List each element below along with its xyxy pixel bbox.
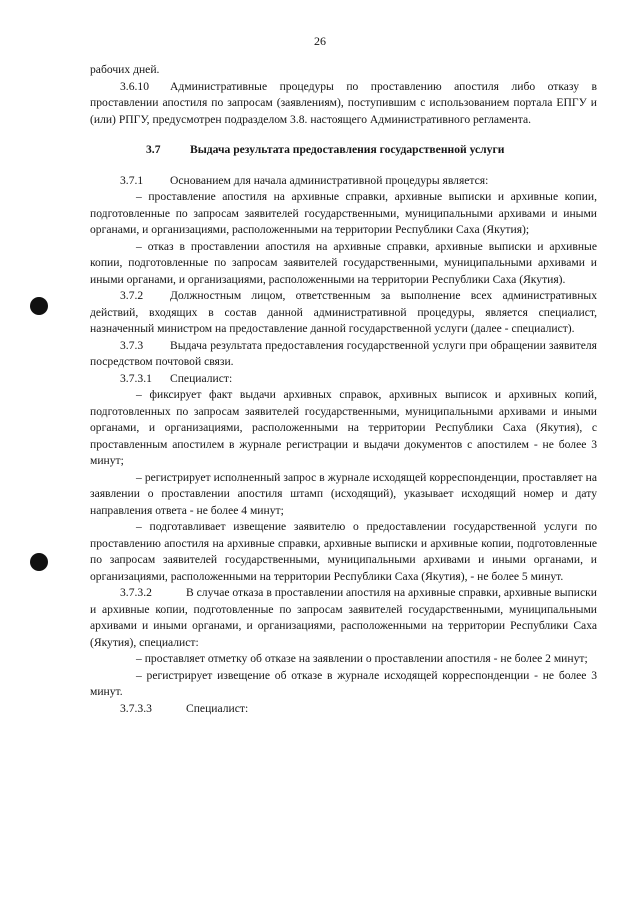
- paragraph-3-7-3-2: [90, 585, 597, 651]
- list-item: – проставляет отметку об отказе на заявлении о проставлении апостиля - не более 2 минут;: [136, 652, 588, 665]
- clause-text: Административные процедуры по проставлению апостиля либо отказу в проставлении апостиля по запросам (заявлениям), поступившим с использованием портала ЕПГУ и (или) РПГУ, предусмотрен подразделом 3.8. настоящего Административного регламента.: [90, 79, 597, 126]
- punch-hole-mark: [30, 297, 48, 315]
- section-title: Выдача результата предоставления государственной услуги: [190, 143, 505, 156]
- punch-hole-mark: [30, 553, 48, 571]
- clause-text: Выдача результата предоставления государственной услуги при обращении заявителя посредством почтовой связи.: [90, 338, 597, 368]
- clause-text: Основанием для начала административной процедуры является:: [170, 173, 489, 187]
- clause-text: Специалист:: [170, 371, 233, 385]
- list-item: – регистрирует извещение об отказе в журнале исходящей корреспонденции - не более 3 минут.: [90, 668, 597, 698]
- list-item: – подготавливает извещение заявителю о предоставлении государственной услуги по проставлению апостиля на архивные справки, архивные выписки и архивные копии, подготовленные по запросам заявителей государственными, муниципальными архивами и иными органами, и организациями, расположенными на территории Республики Саха (Якутия), - не более 5 минут.: [90, 520, 597, 583]
- page-number: 26: [314, 34, 326, 48]
- clause-text: Специалист:: [186, 701, 249, 715]
- document-body: [90, 62, 597, 717]
- clause-number: 3.6.10: [120, 79, 149, 93]
- clause-number: 3.7.1: [120, 173, 144, 187]
- list-item: – регистрирует исполненный запрос в журнале исходящей корреспонденции, проставляет на заявлении о проставлении апостиля штамп (исходящий), указывает исходящий номер и дату направления ответа - не более 4 минут;: [90, 470, 597, 517]
- paragraph-3-7-3: [90, 338, 597, 371]
- paragraph: рабочих дней.: [90, 63, 160, 76]
- section-number: 3.7: [146, 143, 161, 156]
- clause-text: Должностным лицом, ответственным за выполнение всех административных действий, входящих в состав данной административной процедуры, является специалист, назначенный министром на предоставление данной государственной услуги (далее - специалист).: [90, 289, 597, 335]
- clause-number: 3.7.3: [120, 338, 144, 352]
- list-item: – отказ в проставлении апостиля на архивные справки, архивные выписки и архивные копии, подготовленные по запросам заявителей государственными, муниципальными архивами и иными органами, и организациями, расположенными на территории Республики Саха (Якутия).: [90, 239, 597, 286]
- list-item: – фиксирует факт выдачи архивных справок, архивных выписок и архивных копий, подготовленных по запросам заявителей государственными, муниципальными архивами и иными органами, и организациями, расположенными на территории Республики Саха (Якутия), с проставленным апостилем в журнале регистрации и выдачи документов с апостилем - не более 3 минут;: [90, 388, 597, 467]
- paragraph-3-7-1: [90, 173, 597, 190]
- paragraph-3-7-3-1: [90, 371, 597, 388]
- paragraph-3-7-3-3: [90, 701, 597, 718]
- section-heading: [90, 142, 597, 159]
- clause-text: В случае отказа в проставлении апостиля на архивные справки, архивные выписки и архивные копии, подготовленные по запросам заявителей государственными, муниципальными архивами и иными органами, и организациями, расположенными на территории Республики Саха (Якутия), специалист:: [90, 586, 597, 649]
- paragraph-3-6-10: [90, 79, 597, 129]
- clause-number: 3.7.2: [120, 289, 144, 302]
- clause-number: 3.7.3.3: [120, 701, 152, 715]
- list-item: – проставление апостиля на архивные справки, архивные выписки и архивные копии, подготовленные по запросам заявителей государственными, муниципальными архивами и иными органами, и организациями, расположенными на территории Республики Саха (Якутия);: [90, 190, 597, 236]
- paragraph-3-7-2: [90, 288, 597, 338]
- clause-number: 3.7.3.1: [120, 371, 152, 385]
- clause-number: 3.7.3.2: [120, 586, 152, 599]
